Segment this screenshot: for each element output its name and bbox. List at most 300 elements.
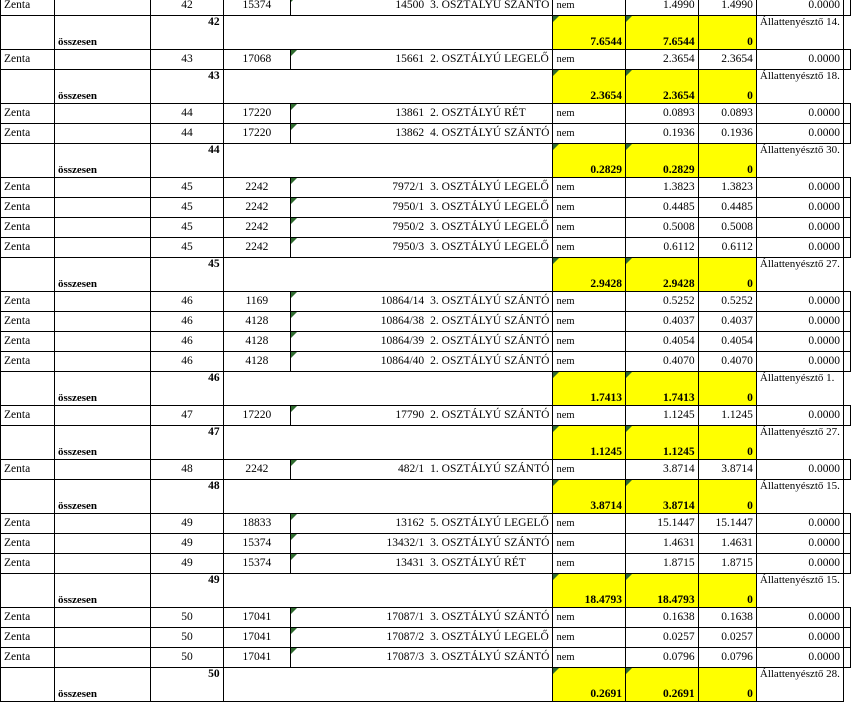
used-area-cell: 0.5008 [698,218,756,238]
table-row [1,124,851,144]
tenant-label: Állattenyésztő 27. [756,426,843,460]
subtotal-row [1,258,851,292]
settlement-cell: Zenta [1,648,55,668]
cadastral-district-cell: 15374 [223,554,290,574]
group-number-cell: 48 [151,460,223,480]
used-area-cell: 15.1447 [698,514,756,534]
area-cell: 0.0893 [626,104,699,124]
table-row [1,514,851,534]
empty-cell [54,178,150,198]
used-area-cell: 0.5252 [698,292,756,312]
empty-cell [844,460,851,480]
tenant-label: Állattenyésztő 28. [756,668,843,702]
settlement-cell: Zenta [1,406,55,426]
flag-cell: nem [553,104,626,124]
subtotal-used-area: 18.4793 [626,574,699,608]
tenant-label: Állattenyésztő 15. [756,480,843,514]
subtotal-group-number: 46 [151,372,223,406]
land-class-cell: 3. OSZTÁLYÚ SZÁNTÓ [427,648,553,668]
settlement-cell: Zenta [1,104,55,124]
empty-cell [223,668,553,702]
empty-cell [844,406,851,426]
tenant-label: Állattenyésztő 1. [756,372,843,406]
empty-cell [1,574,55,608]
settlement-cell: Zenta [1,218,55,238]
empty-cell [1,668,55,702]
parcel-number-cell: 17087/1 [291,608,428,628]
empty-cell [1,16,55,50]
table-row [1,608,851,628]
parcel-number-cell: 7950/2 [291,218,428,238]
empty-cell [54,514,150,534]
flag-cell: nem [553,50,626,70]
cadastral-district-cell: 2242 [223,460,290,480]
empty-cell [844,554,851,574]
subtotal-row [1,668,851,702]
difference-cell: 0.0000 [756,332,843,352]
cadastral-district-cell: 2242 [223,218,290,238]
settlement-cell: Zenta [1,124,55,144]
empty-cell [223,70,553,104]
tenant-label: Állattenyésztő 14. [756,16,843,50]
subtotal-area: 3.8714 [553,480,626,514]
table-row [1,178,851,198]
area-cell: 0.4054 [626,332,699,352]
group-number-cell: 45 [151,218,223,238]
group-number-cell: 45 [151,178,223,198]
cadastral-district-cell: 4128 [223,352,290,372]
cadastral-district-cell: 4128 [223,332,290,352]
parcel-number-cell: 14500 [291,0,428,16]
flag-cell: nem [553,218,626,238]
table-row [1,218,851,238]
table-row [1,198,851,218]
land-class-cell: 2. OSZTÁLYÚ SZÁNTÓ [427,406,553,426]
cadastral-district-cell: 17041 [223,648,290,668]
flag-cell: nem [553,514,626,534]
area-cell: 15.1447 [626,514,699,534]
used-area-cell: 1.4990 [698,0,756,16]
difference-cell: 0.0000 [756,198,843,218]
empty-cell [54,554,150,574]
subtotal-row [1,144,851,178]
group-number-cell: 49 [151,534,223,554]
area-cell: 0.5252 [626,292,699,312]
subtotal-area: 2.3654 [553,70,626,104]
settlement-cell: Zenta [1,312,55,332]
parcel-number-cell: 10864/40 [291,352,428,372]
difference-cell: 0.0000 [756,648,843,668]
empty-cell [54,608,150,628]
subtotal-label: összesen [54,258,150,292]
land-class-cell: 1. OSZTÁLYÚ SZÁNTÓ [427,460,553,480]
parcel-number-cell: 7972/1 [291,178,428,198]
land-class-cell: 2. OSZTÁLYÚ RÉT [427,104,553,124]
empty-cell [1,70,55,104]
land-class-cell: 3. OSZTÁLYÚ LEGELŐ [427,628,553,648]
subtotal-difference: 0 [698,574,756,608]
difference-cell: 0.0000 [756,50,843,70]
parcel-number-cell: 13431 [291,554,428,574]
land-class-cell: 3. OSZTÁLYÚ SZÁNTÓ [427,292,553,312]
area-cell: 1.1245 [626,406,699,426]
table-row [1,406,851,426]
used-area-cell: 0.1638 [698,608,756,628]
empty-cell [844,352,851,372]
subtotal-row [1,480,851,514]
subtotal-difference: 0 [698,70,756,104]
used-area-cell: 0.4037 [698,312,756,332]
empty-cell [844,514,851,534]
land-class-cell: 3. OSZTÁLYÚ LEGELŐ [427,198,553,218]
empty-cell [844,0,851,16]
settlement-cell: Zenta [1,50,55,70]
difference-cell: 0.0000 [756,292,843,312]
flag-cell: nem [553,352,626,372]
empty-cell [223,144,553,178]
parcel-number-cell: 13432/1 [291,534,428,554]
settlement-cell: Zenta [1,460,55,480]
area-cell: 0.0257 [626,628,699,648]
used-area-cell: 0.4070 [698,352,756,372]
used-area-cell: 1.1245 [698,406,756,426]
flag-cell: nem [553,0,626,16]
cadastral-district-cell: 17220 [223,104,290,124]
land-class-cell: 3. OSZTÁLYÚ SZÁNTÓ [427,534,553,554]
empty-cell [844,50,851,70]
cadastral-district-cell: 2242 [223,198,290,218]
empty-cell [223,258,553,292]
settlement-cell: Zenta [1,178,55,198]
tenant-label: Állattenyésztő 18. [756,70,843,104]
flag-cell: nem [553,198,626,218]
settlement-cell: Zenta [1,0,55,16]
subtotal-group-number: 42 [151,16,223,50]
flag-cell: nem [553,460,626,480]
used-area-cell: 1.3823 [698,178,756,198]
empty-cell [1,372,55,406]
cadastral-district-cell: 1169 [223,292,290,312]
group-number-cell: 47 [151,406,223,426]
group-number-cell: 44 [151,104,223,124]
land-class-cell: 3. OSZTÁLYÚ LEGELŐ [427,238,553,258]
subtotal-label: összesen [54,144,150,178]
empty-cell [844,198,851,218]
parcel-number-cell: 7950/3 [291,238,428,258]
table-row [1,104,851,124]
empty-cell [844,124,851,144]
empty-cell [54,460,150,480]
subtotal-difference: 0 [698,144,756,178]
subtotal-row [1,16,851,50]
land-class-cell: 2. OSZTÁLYÚ SZÁNTÓ [427,312,553,332]
empty-cell [844,218,851,238]
area-cell: 0.1936 [626,124,699,144]
empty-cell [844,312,851,332]
subtotal-difference: 0 [698,258,756,292]
subtotal-used-area: 3.8714 [626,480,699,514]
flag-cell: nem [553,178,626,198]
subtotal-group-number: 50 [151,668,223,702]
empty-cell [844,238,851,258]
land-class-cell: 4. OSZTÁLYÚ SZÁNTÓ [427,124,553,144]
empty-cell [54,238,150,258]
empty-cell [54,406,150,426]
difference-cell: 0.0000 [756,238,843,258]
subtotal-area: 1.7413 [553,372,626,406]
subtotal-label: összesen [54,426,150,460]
subtotal-label: összesen [54,574,150,608]
difference-cell: 0.0000 [756,554,843,574]
table-row [1,460,851,480]
used-area-cell: 0.1936 [698,124,756,144]
subtotal-used-area: 0.2829 [626,144,699,178]
difference-cell: 0.0000 [756,124,843,144]
used-area-cell: 2.3654 [698,50,756,70]
settlement-cell: Zenta [1,514,55,534]
cadastral-district-cell: 17220 [223,124,290,144]
area-cell: 1.8715 [626,554,699,574]
settlement-cell: Zenta [1,608,55,628]
flag-cell: nem [553,534,626,554]
parcel-number-cell: 10864/38 [291,312,428,332]
group-number-cell: 45 [151,198,223,218]
parcel-number-cell: 7950/1 [291,198,428,218]
table-row [1,352,851,372]
settlement-cell: Zenta [1,534,55,554]
subtotal-group-number: 49 [151,574,223,608]
subtotal-area: 7.6544 [553,16,626,50]
area-cell: 1.4990 [626,0,699,16]
land-class-cell: 3. OSZTÁLYÚ LEGELŐ [427,178,553,198]
used-area-cell: 0.0893 [698,104,756,124]
flag-cell: nem [553,648,626,668]
settlement-cell: Zenta [1,628,55,648]
subtotal-difference: 0 [698,372,756,406]
table-row [1,0,851,16]
empty-cell [54,332,150,352]
subtotal-row [1,70,851,104]
empty-cell [54,124,150,144]
subtotal-row [1,574,851,608]
difference-cell: 0.0000 [756,178,843,198]
area-cell: 0.4037 [626,312,699,332]
table-row [1,648,851,668]
area-cell: 0.4070 [626,352,699,372]
settlement-cell: Zenta [1,352,55,372]
subtotal-label: összesen [54,668,150,702]
group-number-cell: 49 [151,514,223,534]
table-row [1,238,851,258]
area-cell: 0.4485 [626,198,699,218]
parcel-number-cell: 10864/39 [291,332,428,352]
area-cell: 0.0796 [626,648,699,668]
parcel-number-cell: 17087/2 [291,628,428,648]
subtotal-row [1,372,851,406]
subtotal-label: összesen [54,16,150,50]
empty-cell [54,628,150,648]
group-number-cell: 46 [151,352,223,372]
empty-cell [54,50,150,70]
difference-cell: 0.0000 [756,534,843,554]
cadastral-district-cell: 4128 [223,312,290,332]
area-cell: 1.3823 [626,178,699,198]
empty-cell [223,426,553,460]
empty-cell [1,258,55,292]
parcel-number-cell: 15661 [291,50,428,70]
parcel-number-cell: 13162 [291,514,428,534]
land-class-cell: 3. OSZTÁLYÚ LEGELŐ [427,218,553,238]
subtotal-row [1,426,851,460]
cadastral-district-cell: 15374 [223,0,290,16]
empty-cell [844,648,851,668]
area-cell: 0.1638 [626,608,699,628]
empty-cell [844,178,851,198]
subtotal-group-number: 43 [151,70,223,104]
empty-cell [54,312,150,332]
subtotal-area: 0.2829 [553,144,626,178]
parcel-number-cell: 17790 [291,406,428,426]
tenant-label: Állattenyésztő 30. [756,144,843,178]
subtotal-label: összesen [54,70,150,104]
group-number-cell: 46 [151,332,223,352]
subtotal-used-area: 2.3654 [626,70,699,104]
used-area-cell: 1.4631 [698,534,756,554]
tenant-label: Állattenyésztő 15. [756,574,843,608]
table-row [1,554,851,574]
subtotal-group-number: 45 [151,258,223,292]
table-row [1,50,851,70]
used-area-cell: 0.4485 [698,198,756,218]
difference-cell: 0.0000 [756,0,843,16]
subtotal-used-area: 7.6544 [626,16,699,50]
flag-cell: nem [553,608,626,628]
parcel-number-cell: 482/1 [291,460,428,480]
empty-cell [54,292,150,312]
settlement-cell: Zenta [1,292,55,312]
empty-cell [223,574,553,608]
land-class-cell: 3. OSZTÁLYÚ SZÁNTÓ [427,608,553,628]
area-cell: 0.6112 [626,238,699,258]
empty-cell [1,426,55,460]
table-row [1,628,851,648]
difference-cell: 0.0000 [756,608,843,628]
flag-cell: nem [553,292,626,312]
group-number-cell: 50 [151,608,223,628]
table-row [1,332,851,352]
table-row [1,534,851,554]
parcel-number-cell: 13862 [291,124,428,144]
group-number-cell: 43 [151,50,223,70]
parcel-number-cell: 17087/3 [291,648,428,668]
subtotal-difference: 0 [698,480,756,514]
empty-cell [844,332,851,352]
empty-cell [54,198,150,218]
area-cell: 1.4631 [626,534,699,554]
tenant-label: Állattenyésztő 27. [756,258,843,292]
group-number-cell: 50 [151,648,223,668]
difference-cell: 0.0000 [756,218,843,238]
parcel-number-cell: 10864/14 [291,292,428,312]
land-class-cell: 3. OSZTÁLYÚ SZÁNTÓ [427,0,553,16]
flag-cell: nem [553,332,626,352]
empty-cell [54,352,150,372]
parcel-number-cell: 13861 [291,104,428,124]
land-class-cell: 2. OSZTÁLYÚ LEGELŐ [427,50,553,70]
empty-cell [844,608,851,628]
flag-cell: nem [553,628,626,648]
cadastral-district-cell: 2242 [223,238,290,258]
group-number-cell: 46 [151,292,223,312]
empty-cell [223,480,553,514]
settlement-cell: Zenta [1,238,55,258]
used-area-cell: 0.0796 [698,648,756,668]
empty-cell [223,372,553,406]
group-number-cell: 50 [151,628,223,648]
subtotal-difference: 0 [698,426,756,460]
subtotal-label: összesen [54,480,150,514]
empty-cell [54,534,150,554]
area-cell: 3.8714 [626,460,699,480]
group-number-cell: 46 [151,312,223,332]
empty-cell [844,628,851,648]
flag-cell: nem [553,554,626,574]
subtotal-area: 0.2691 [553,668,626,702]
flag-cell: nem [553,238,626,258]
empty-cell [54,218,150,238]
area-cell: 2.3654 [626,50,699,70]
difference-cell: 0.0000 [756,312,843,332]
group-number-cell: 49 [151,554,223,574]
cadastral-district-cell: 18833 [223,514,290,534]
land-class-cell: 2. OSZTÁLYÚ SZÁNTÓ [427,332,553,352]
subtotal-group-number: 44 [151,144,223,178]
group-number-cell: 44 [151,124,223,144]
subtotal-used-area: 1.7413 [626,372,699,406]
used-area-cell: 3.8714 [698,460,756,480]
empty-cell [54,0,150,16]
empty-cell [223,16,553,50]
subtotal-difference: 0 [698,16,756,50]
land-class-cell: 5. OSZTÁLYÚ LEGELŐ [427,514,553,534]
subtotal-used-area: 2.9428 [626,258,699,292]
cadastral-district-cell: 17068 [223,50,290,70]
used-area-cell: 0.6112 [698,238,756,258]
table-row [1,312,851,332]
subtotal-group-number: 48 [151,480,223,514]
difference-cell: 0.0000 [756,104,843,124]
settlement-cell: Zenta [1,554,55,574]
subtotal-area: 2.9428 [553,258,626,292]
empty-cell [1,480,55,514]
subtotal-label: összesen [54,372,150,406]
empty-cell [844,292,851,312]
subtotal-area: 18.4793 [553,574,626,608]
difference-cell: 0.0000 [756,514,843,534]
empty-cell [844,104,851,124]
cadastral-district-cell: 17041 [223,628,290,648]
land-class-cell: 3. OSZTÁLYÚ RÉT [427,554,553,574]
table-row [1,292,851,312]
subtotal-used-area: 0.2691 [626,668,699,702]
settlement-cell: Zenta [1,332,55,352]
difference-cell: 0.0000 [756,352,843,372]
land-class-cell: 2. OSZTÁLYÚ SZÁNTÓ [427,352,553,372]
empty-cell [54,648,150,668]
empty-cell [1,144,55,178]
group-number-cell: 42 [151,0,223,16]
used-area-cell: 0.0257 [698,628,756,648]
